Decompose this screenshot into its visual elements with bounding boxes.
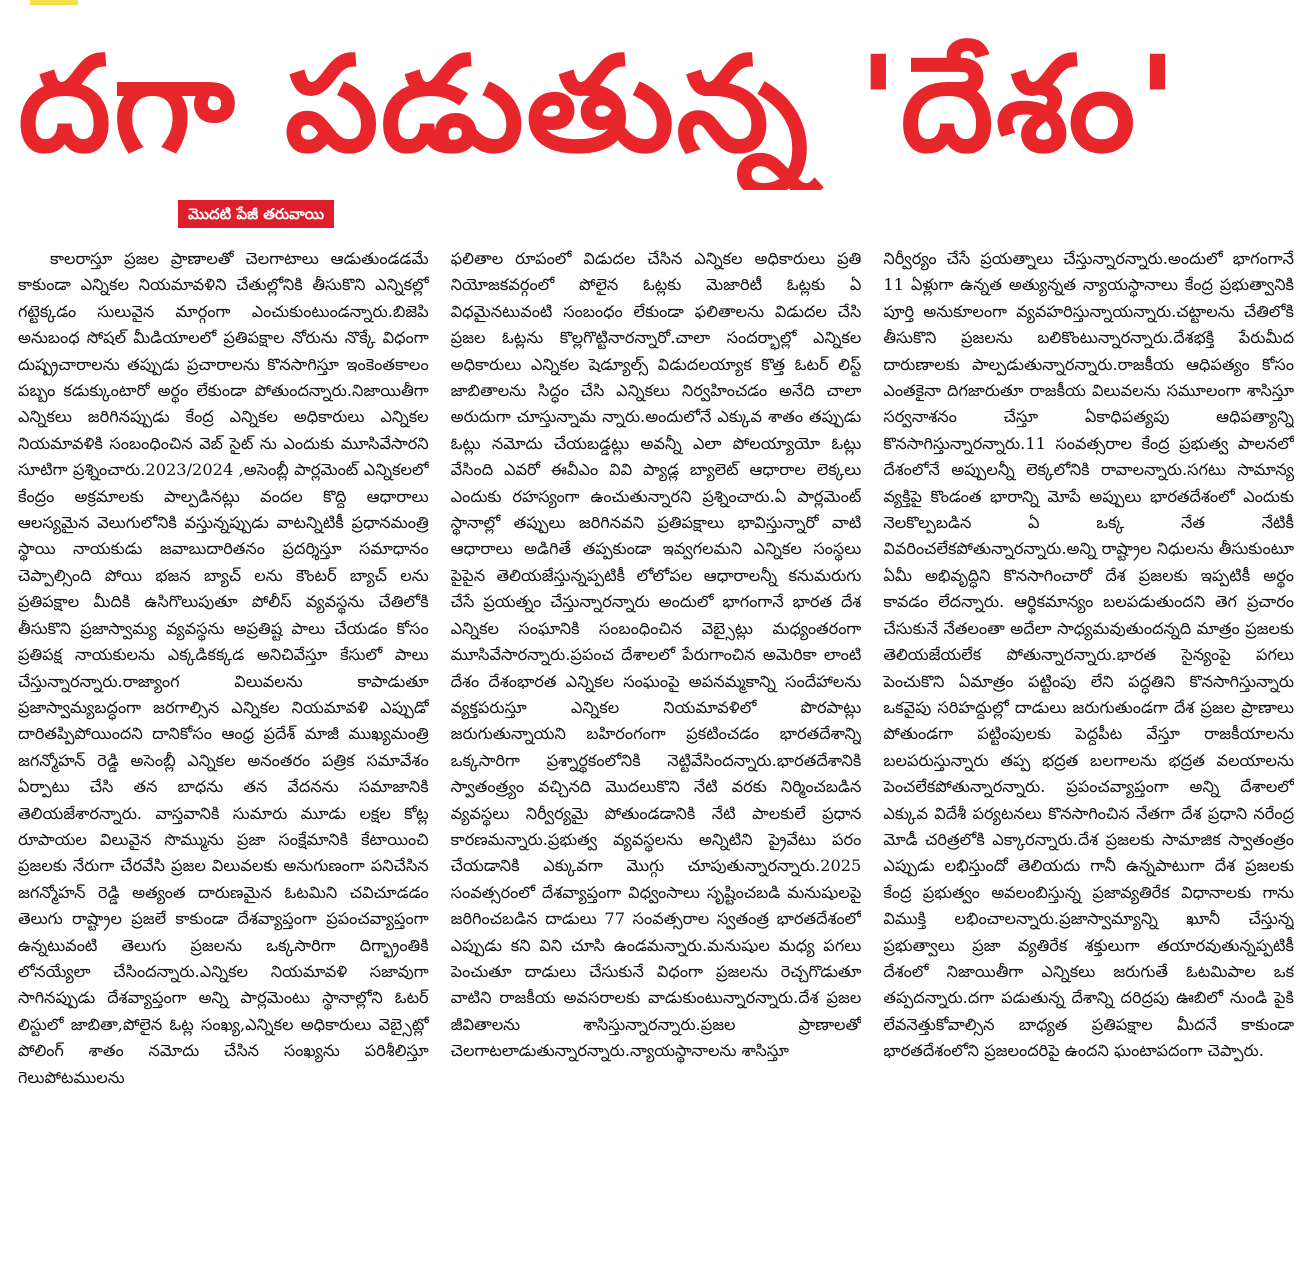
article-column-1 [18, 246, 429, 1278]
column-3-text: నిర్వీర్యం చేసే ప్రయత్నాలు చేస్తున్నారన్నారు.అందులో భాగంగానే 11 ఏళ్లుగా ఉన్నత అత్యున్నత న్యాయస్థానాలు కేంద్ర ప్రభుత్వానికి పూర్తి అనుకూలంగా వ్యవహరిస్తున్నాయన్నారు.చట్టాలను చేతిలోకి తీసుకొని ప్రజలను బలికొంటున్నారన్నారు.దేశభక్తి పేరుమీద దారుణాలకు పాల్పడుతున్నారన్నారు.రాజకీయ ఆధిపత్యం కోసం ఎంతకైనా దిగజారుతూ రాజకీయ విలువలను సమూలంగా శాసిస్తూ సర్వనాశనం చేస్తూ ఏకాధిపత్యపు ఆధిపత్యాన్ని కొనసాగిస్తున్నారన్నారు.11 సంవత్సరాల కేంద్ర ప్రభుత్వ పాలనలో దేశంలోనే అప్పులన్నీ లెక్కలోనికి రావాలన్నారు.సగటు సామాన్య వ్యక్తిపై కొండంత భారాన్ని మోపే అప్పులు భారతదేశంలో ఎందుకు నెలకొల్పబడిన ఏ ఒక్క నేత నేటికీ వివరించలేకపోతున్నారన్నారు.అన్ని రాష్ట్రాల నిధులను తీసుకుంటూ ఏమీ అభివృద్ధిని కొనసాగించారో దేశ ప్రజలకు ఇప్పటికీ అర్థం కావడం లేదన్నారు. ఆర్థికమాన్యం బలపడుతుందని తెగ ప్రచారం చేసుకునే నేతలంతా అదేలా సాధ్యమవుతుందన్నది మాత్రం ప్రజలకు తెలియజేయలేక పోతున్నారన్నారు.భారత సైన్యంపై పగలు పెంచుకొని ఏమాత్రం పట్టింపు లేని పద్ధతిని కొనసాగిస్తున్నారు ఒకవైపు సరిహద్దుల్లో దాడులు జరుగుతుండగా దేశ ప్రజల ప్రాణాలు పోతుండగా పట్టింపులకు పెద్దపీట వేస్తూ రాజకీయాలను బలపరుస్తున్నారు తప్ప భద్రత బలగాలను భద్రత వలయాలను పెంచలేకపోతున్నారన్నారు. ప్రపంచవ్యాప్తంగా అన్ని దేశాలలో ఎక్కువ విదేశీ పర్యటనలు కొనసాగించిన నేతగా దేశ ప్రధాని నరేంద్ర మోడీ చరిత్రలోకి ఎక్కారన్నారు.దేశ ప్రజలకు సామాజిక స్వాతంత్రం ఎప్పుడు లభిస్తుందో తెలియదు గానీ ఉన్నపాటుగా దేశ ప్రజలకు కేంద్ర ప్రభుత్వం అవలంబిస్తున్న ప్రజావ్యతిరేక విధానాలకు గాను విముక్తి లభించాలన్నారు.ప్రజాస్వామ్యాన్ని ఖూనీ చేస్తున్న ప్రభుత్వాలు ప్రజా వ్యతిరేక శక్తులుగా తయారవుతున్నప్పటికీ దేశంలో నిజాయితీగా ఎన్నికలు జరుగుతే ఓటమిపాల ఒక తప్పదన్నారు.దగా పడుతున్న దేశాన్ని దరిద్రపు ఊబిలో నుండి పైకి లేవనెత్తుకోవాల్సిన బాధ్యత ప్రతిపక్షాల మీదనే కాకుండా భారతదేశంలోని ప్రజలందరిపై ఉందని ఘంటాపదంగా చెప్పారు. [883, 249, 1295, 1061]
headline: దగా పడుతున్న 'దేశం' [18, 28, 1180, 182]
article-column-3 [883, 246, 1294, 1278]
article-body [18, 246, 1294, 1278]
article-column-2 [451, 246, 862, 1278]
column-1-text: కాలరాస్తూ ప్రజల ప్రాణాలతో చెలగాటాలు ఆడుతుండడమే కాకుండా ఎన్నికల నియమావళిని చేతుల్లోనికి తీసుకొని ఎన్నికల్లో గట్టెక్కడం సులువైన మార్గంగా ఎంచుకుంటుండన్నారు.బిజెపి అనుబంధ సోషల్ మీడియాలలో ప్రతిపక్షాల నోరును నొక్కే విధంగా దుష్ప్రచారాలను తప్పుడు ప్రచారాలను కొనసాగిస్తూ ఇంకెంతకాలం పబ్బం కడుక్కుంటారో అర్థం లేకుండా పోతుందన్నారు.నిజాయితీగా ఎన్నికలు జరిగినప్పుడు కేంద్ర ఎన్నికల అధికారులు ఎన్నికల నియమావళికి సంబంధించిన వెబ్ సైట్ ను ఎందుకు మూసివేసారని సూటిగా ప్రశ్నించారు.2023/2024 ,అసెంబ్లీ పార్లమెంట్ ఎన్నికలలో కేంద్రం అక్రమాలకు పాల్పడినట్లు వందల కొద్ది ఆధారాలు ఆలస్యమైన వెలుగులోనికి వస్తున్నప్పుడు వాటన్నిటికీ ప్రధానమంత్రి స్థాయి నాయకుడు జవాబుదారితనం ప్రదర్శిస్తూ సమాధానం చెప్పాల్సింది పోయి భజన బ్యాచ్ లను కౌంటర్ బ్యాచ్ లను ప్రతిపక్షాల మీదికి ఉసిగొలుపుతూ పోలీస్ వ్యవస్థను చేతిలోకి తీసుకొని ప్రజాస్వామ్య వ్యవస్థను అప్రతిష్ట పాలు చేయడం కోసం ప్రతిపక్ష నాయకులను ఎక్కడికక్కడ అనిచివేస్తూ కేసులో పాలు చేస్తున్నారన్నారు.రాజ్యాంగ విలువలను కాపాడుతూ ప్రజాస్వామ్యబద్ధంగా జరగాల్సిన ఎన్నికల నియమావళి ఎప్పుడో దారితప్పిపోయిందని దానికోసం ఆంధ్ర ప్రదేశ్ మాజీ ముఖ్యమంత్రి జగన్మోహన్ రెడ్డి అసెంబ్లీ ఎన్నికల అనంతరం పత్రిక సమావేశం ఏర్పాటు చేసి తన బాధను తన వేదనను సమాజానికి తెలియజేశారన్నారు. వాస్తవానికి సుమారు మూడు లక్షల కోట్ల రూపాయల విలువైన సొమ్మును ప్రజా సంక్షేమానికి కేటాయించి ప్రజలకు నేరుగా చేరవేసి ప్రజల విలువలకు అనుగుణంగా పనిచేసిన జగన్మోహన్ రెడ్డి అత్యంత దారుణమైన ఓటమిని చవిచూడడం తెలుగు రాష్ట్రాల ప్రజలే కాకుండా దేశవ్యాప్తంగా ప్రపంచవ్యాప్తంగా ఉన్నటువంటి తెలుగు ప్రజలను ఒక్కసారిగా దిగ్భ్రాంతికి లోనయ్యేలా చేసిందన్నారు.ఎన్నికల నియమావళి సజావుగా సాగినప్పుడు దేశవ్యాప్తంగా అన్ని పార్లమెంటు స్థానాల్లోని ఓటర్ లిస్టులో జాబితా,పోలైన ఓట్ల సంఖ్య,ఎన్నికల అధికారులు వెబ్సైట్లో పోలింగ్ శాతం నమోదు చేసిన సంఖ్యను పరిశీలిస్తూ గెలుపోటములను [18, 249, 429, 1087]
continuation-label: మొదటి పేజీ తరువాయి [178, 200, 334, 228]
top-color-tab [30, 0, 78, 5]
column-2-text: ఫలితాల రూపంలో విడుదల చేసిన ఎన్నికల అధికారులు ప్రతి నియోజకవర్గంలో పోలైన ఓట్లకు మెజారిటీ ఓట్లకు ఏ విధమైనటువంటి సంబంధం లేకుండా ఫలితాలను విడుదల చేసి ప్రజల ఓట్లను కొల్లగొట్టినారన్నారో.చాలా సందర్భాల్లో ఎన్నికల అధికారులు ఎన్నికల షెడ్యూల్స్ విడుదలయ్యాక కొత్త ఓటర్ లిస్ట్ జాబితాలను సిద్ధం చేసి ఎన్నికలు నిర్వహించడం అనేది చాలా అరుదుగా చూస్తున్నామ న్నారు.అందులోనే ఎక్కువ శాతం తప్పుడు ఓట్లు నమోదు చేయబడ్డట్లు అవన్నీ ఎలా పోలయ్యాయో ఓట్లు వేసింది ఎవరో ఈవీఎం వివి ప్యాడ్ల బ్యాలెట్ ఆధారాల లెక్కలు ఎందుకు రహస్యంగా ఉంచుతున్నారని ప్రశ్నించారు.ఏ పార్లమెంట్ స్థానాల్లో తప్పులు జరిగినవని ప్రతిపక్షాలు భావిస్తున్నారో వాటి ఆధారాలు అడిగితే తప్పకుండా ఇవ్వగలమని ఎన్నికల సంస్థలు పైపైన తెలియజేస్తున్నప్పటికీ లోలోపల ఆధారాలన్నీ కనుమరుగు చేసే ప్రయత్నం చేస్తున్నారన్నారు అందులో భాగంగానే భారత దేశ ఎన్నికల సంఘానికి సంబంధించిన వెబ్సైట్లు మధ్యంతరంగా మూసివేసారన్నారు.ప్రపంచ దేశాలలో పేరుగాంచిన అమెరికా లాంటి దేశం దేశంభారత ఎన్నికల సంఘంపై అపనమ్మకాన్ని సందేహాలను వ్యక్తపరుస్తూ ఎన్నికల నియమావళిలో పొరపాట్లు జరుగుతున్నాయని బహిరంగంగా ప్రకటించడం భారతదేశాన్ని ఒక్కసారిగా ప్రశ్నార్థకంలోనికి నెట్టివేసిందన్నారు.భారతదేశానికి స్వాతంత్ర్యం వచ్చినది మొదలుకొని నేటి వరకు నిర్మించబడిన వ్యవస్థలు నిర్వీర్యమై పోతుండడానికి నేటి పాలకులే ప్రధాన కారణమన్నారు.ప్రభుత్వ వ్యవస్థలను అన్నిటిని ప్రైవేటు పరం చేయడానికి ఎక్కువగా మొగ్గు చూపుతున్నారన్నారు.2025 సంవత్సరంలో దేశవ్యాప్తంగా విధ్వంసాలు సృష్టించబడి మనుషులపై జరిగించబడిన దాడులు 77 సంవత్సరాల స్వతంత్ర భారతదేశంలో ఎప్పుడు కని విని చూసి ఉండమన్నారు.మనుషుల మధ్య పగలు పెంచుతూ దాడులు చేసుకునే విధంగా ప్రజలను రెచ్చగొడుతూ వాటిని రాజకీయ అవసరాలకు వాడుకుంటున్నారన్నారు.దేశ ప్రజల జీవితాలను శాసిస్తున్నారన్నారు.ప్రజల ప్రాణాలతో చెలగాటలాడుతున్నారన్నారు.న్యాయస్థానాలను శాసిస్తూ [450, 249, 862, 1061]
